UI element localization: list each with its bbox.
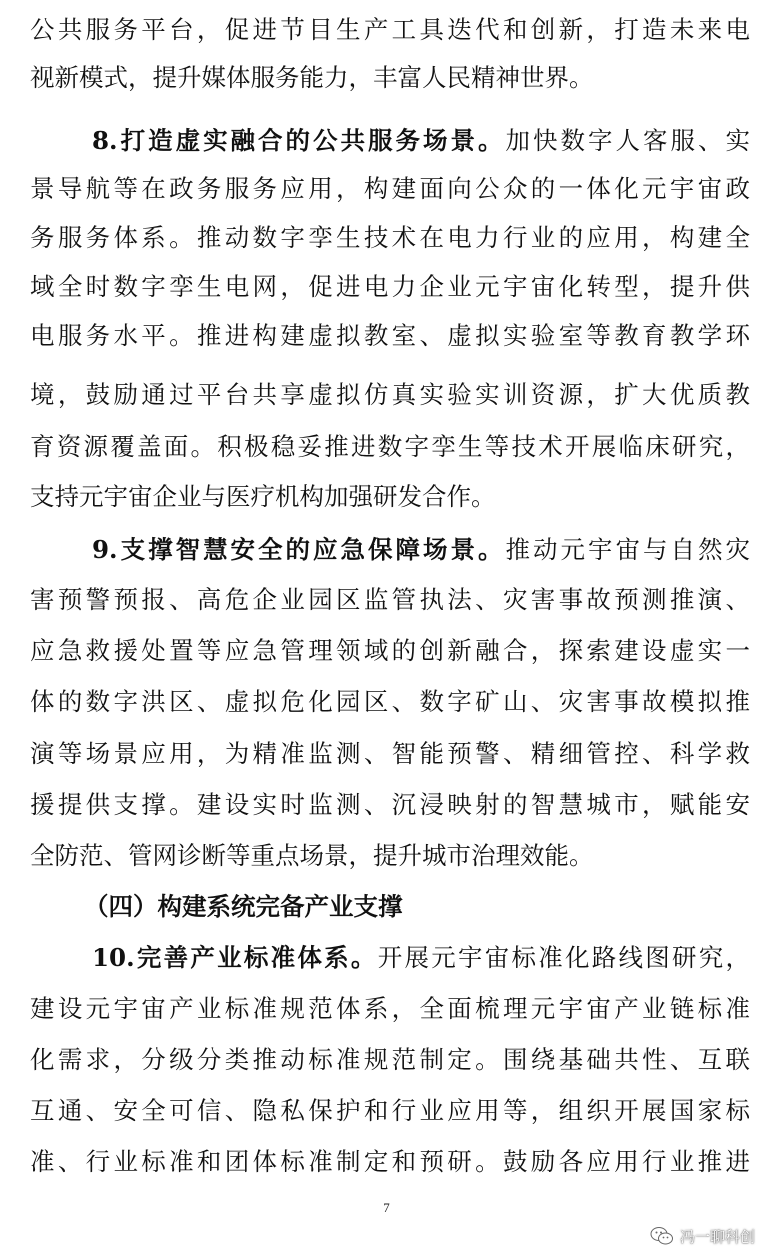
line-text: 域全时数字孪生电网，促进电力企业元宇宙化转型，提升供 [30,272,750,301]
line-text: 景导航等在政务服务应用，构建面向公众的一体化元宇宙政 [30,174,750,203]
section-9-first-line [30,530,750,570]
page-number: 7 [383,1200,390,1215]
line-text: 应急救援处置等应急管理领域的创新融合，探索建设虚实一 [30,636,750,665]
line-text: 建设元宇宙产业标准规范体系，全面梳理元宇宙产业链标准 [30,994,750,1023]
section-9-heading: 9.支撑智慧安全的应急保障场景。 [92,535,506,564]
text-line [30,682,750,722]
text-line [30,580,750,620]
text-line [30,1040,750,1080]
line-text: 准、行业标准和团体标准制定和预研。鼓励各应用行业推进 [30,1147,750,1176]
text-line [30,734,750,774]
text-line [30,1091,750,1131]
line-text: 推动元宇宙与自然灾 [505,535,751,564]
watermark-text: 冯一聊科创 [679,1227,755,1246]
line-text: 电服务水平。推进构建虚拟教室、虚拟实验室等教育教学环 [30,321,750,350]
text-line [30,218,750,258]
section-8-first-line [30,121,750,161]
text-line [30,10,750,50]
text-line [30,477,750,517]
text-line [30,58,750,98]
line-text: 育资源覆盖面。积极稳妥推进数字孪生等技术开展临床研究， [30,432,750,461]
section-10-heading: 10.完善产业标准体系。 [92,943,378,972]
text-line [30,1142,750,1182]
text-line [30,631,750,671]
text-line [30,267,750,307]
part-four-heading-line [30,887,750,927]
text-line [30,375,750,415]
line-text: 化需求，分级分类推动标准规范制定。围绕基础共性、互联 [30,1045,750,1074]
text-line [30,836,750,876]
line-text: 公共服务平台，促进节目生产工具迭代和创新，打造未来电 [30,15,750,44]
line-text: 支持元宇宙企业与医疗机构加强研发合作。 [30,482,496,511]
section-8-heading: 8.打造虚实融合的公共服务场景。 [92,126,506,155]
line-text: 加快数字人客服、实 [505,126,751,155]
line-text: 害预警预报、高危企业园区监管执法、灾害事故预测推演、 [30,585,750,614]
line-text: 演等场景应用，为精准监测、智能预警、精细管控、科学救 [30,739,750,768]
line-text: 互通、安全可信、隐私保护和行业应用等，组织开展国家标 [30,1096,750,1125]
line-text: 视新模式，提升媒体服务能力，丰富人民精神世界。 [30,63,594,92]
watermark [650,1222,755,1250]
part-four-heading: （四）构建系统完备产业支撑 [84,892,403,921]
text-line [30,316,750,356]
line-text: 全防范、管网诊断等重点场景，提升城市治理效能。 [30,841,594,870]
line-text: 体的数字洪区、虚拟危化园区、数字矿山、灾害事故模拟推 [30,687,750,716]
text-line [30,427,750,467]
text-line [30,989,750,1029]
line-text: 务服务体系。推动数字孪生技术在电力行业的应用，构建全 [30,223,750,252]
section-10-first-line [30,938,750,978]
line-text: 开展元宇宙标准化路线图研究， [377,943,751,972]
wechat-icon [650,1225,674,1247]
line-text: 境，鼓励通过平台共享虚拟仿真实验实训资源，扩大优质教 [30,380,750,409]
text-line [30,169,750,209]
line-text: 援提供支撑。建设实时监测、沉浸映射的智慧城市，赋能安 [30,790,750,819]
text-line [30,785,750,825]
